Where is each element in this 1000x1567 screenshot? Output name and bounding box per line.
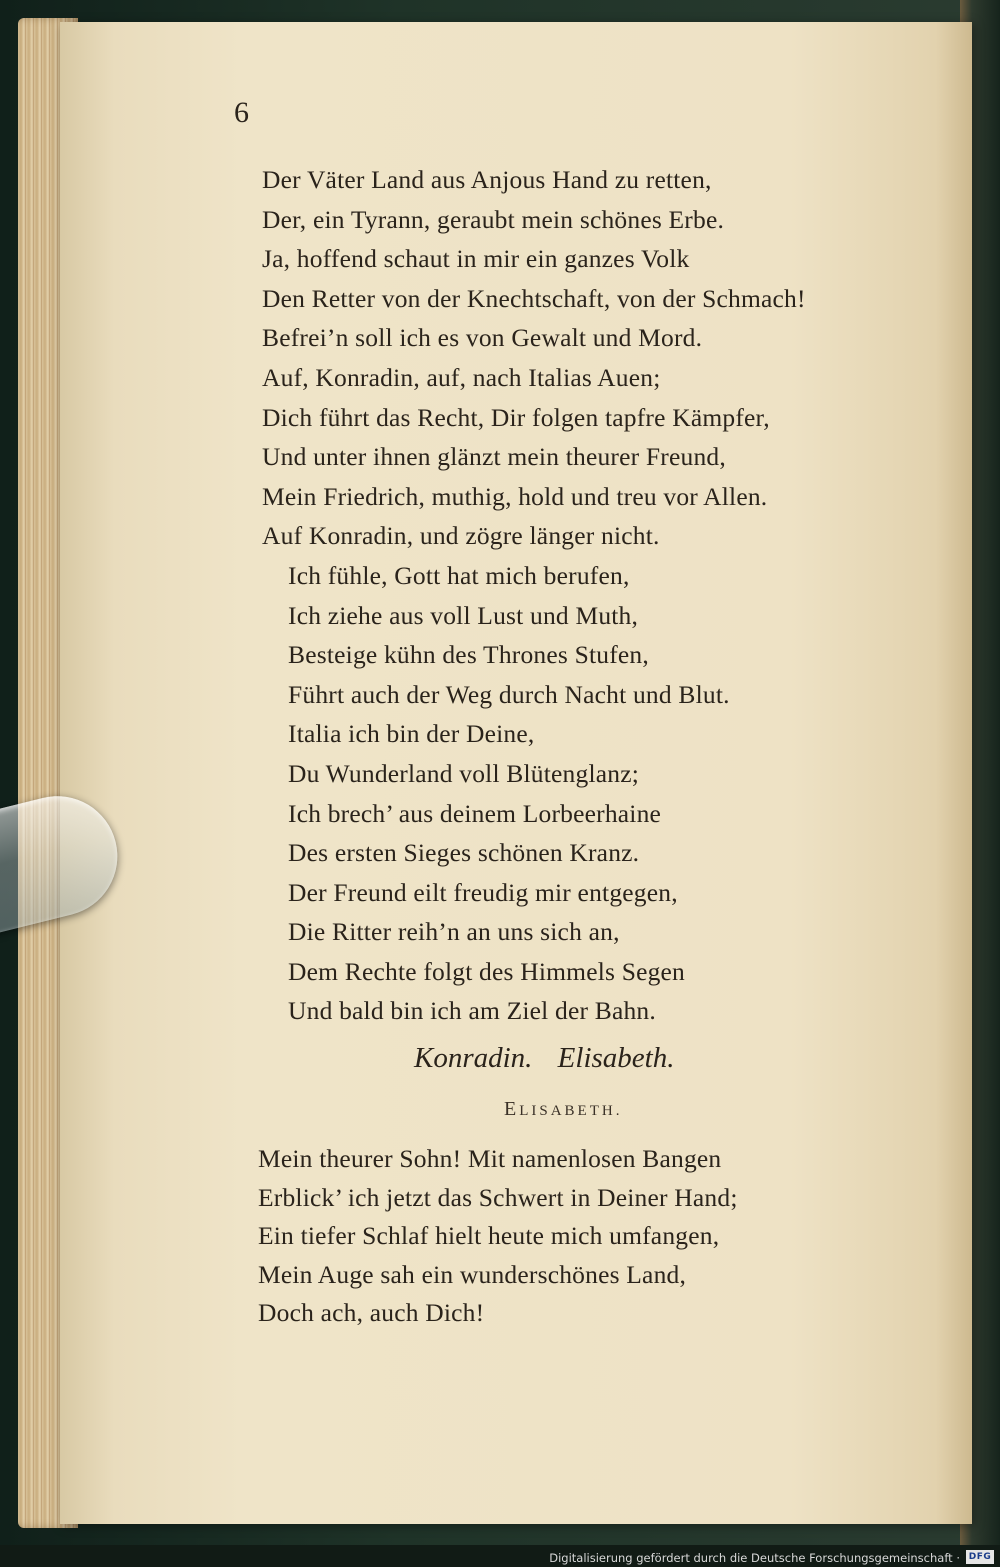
footer-credit: Digitalisierung gefördert durch die Deutsche Forschungsgemeinschaft ·	[549, 1551, 960, 1565]
verse-line: Der, ein Tyrann, geraubt mein schönes Erbe.	[262, 204, 725, 234]
verse-line: Doch ach, auch Dich!	[258, 1298, 485, 1327]
verse-line: Auf, Konradin, auf, nach Italias Auen;	[262, 362, 661, 392]
verse-line: Des ersten Sieges schönen Kranz.	[288, 838, 640, 868]
scene-heading: Konradin. Elisabeth.	[414, 1042, 675, 1074]
verse-line: Besteige kühn des Thrones Stufen,	[288, 640, 649, 670]
verse-line: Ich ziehe aus voll Lust und Muth,	[288, 600, 639, 630]
verse-line: Dich führt das Recht, Dir folgen tapfre Kämpfer,	[262, 402, 770, 432]
verse-line: Der Freund eilt freudig mir entgegen,	[288, 877, 678, 907]
verse-line: Führt auch der Weg durch Nacht und Blut.	[288, 679, 730, 709]
verse-line: Du Wunderland voll Blütenglanz;	[288, 758, 640, 788]
verse-line: Mein Friedrich, muthig, hold und treu vor Allen.	[262, 481, 768, 511]
verse-line: Auf Konradin, und zögre länger nicht.	[262, 521, 660, 551]
verse-block-konradin	[262, 160, 922, 1031]
speaker-label: ELISABETH.	[504, 1098, 623, 1120]
verse-line: Den Retter von der Knechtschaft, von der Schmach!	[262, 283, 806, 313]
speaker-name	[504, 1098, 622, 1121]
verse-line: Befrei’n soll ich es von Gewalt und Mord.	[262, 323, 703, 353]
verse-line: Ein tiefer Schlaf hielt heute mich umfangen,	[258, 1221, 720, 1250]
verse-line: Und bald bin ich am Ziel der Bahn.	[288, 996, 656, 1026]
verse-line: Italia ich bin der Deine,	[288, 719, 535, 749]
verse-line: Mein theurer Sohn! Mit namenlosen Bangen	[258, 1144, 722, 1173]
dfg-logo: DFG	[966, 1550, 994, 1564]
verse-line: Ich brech’ aus deinem Lorbeerhaine	[288, 798, 662, 828]
verse-line: Der Väter Land aus Anjous Hand zu retten,	[262, 165, 712, 194]
verse-line: Die Ritter reih’n an uns sich an,	[288, 917, 620, 947]
verse-block-elisabeth	[258, 1140, 918, 1333]
verse-line: Erblick’ ich jetzt das Schwert in Deiner Hand;	[258, 1182, 738, 1212]
verse-line: Und unter ihnen glänzt mein theurer Freund,	[262, 442, 726, 472]
verse-line: Mein Auge sah ein wunderschönes Land,	[258, 1259, 687, 1289]
verse-line: Ich fühle, Gott hat mich berufen,	[288, 560, 630, 590]
verse-line: Ja, hoffend schaut in mir ein ganzes Volk	[262, 244, 690, 274]
page-number: 6	[234, 96, 249, 129]
verse-line: Dem Rechte folgt des Himmels Segen	[288, 956, 686, 986]
